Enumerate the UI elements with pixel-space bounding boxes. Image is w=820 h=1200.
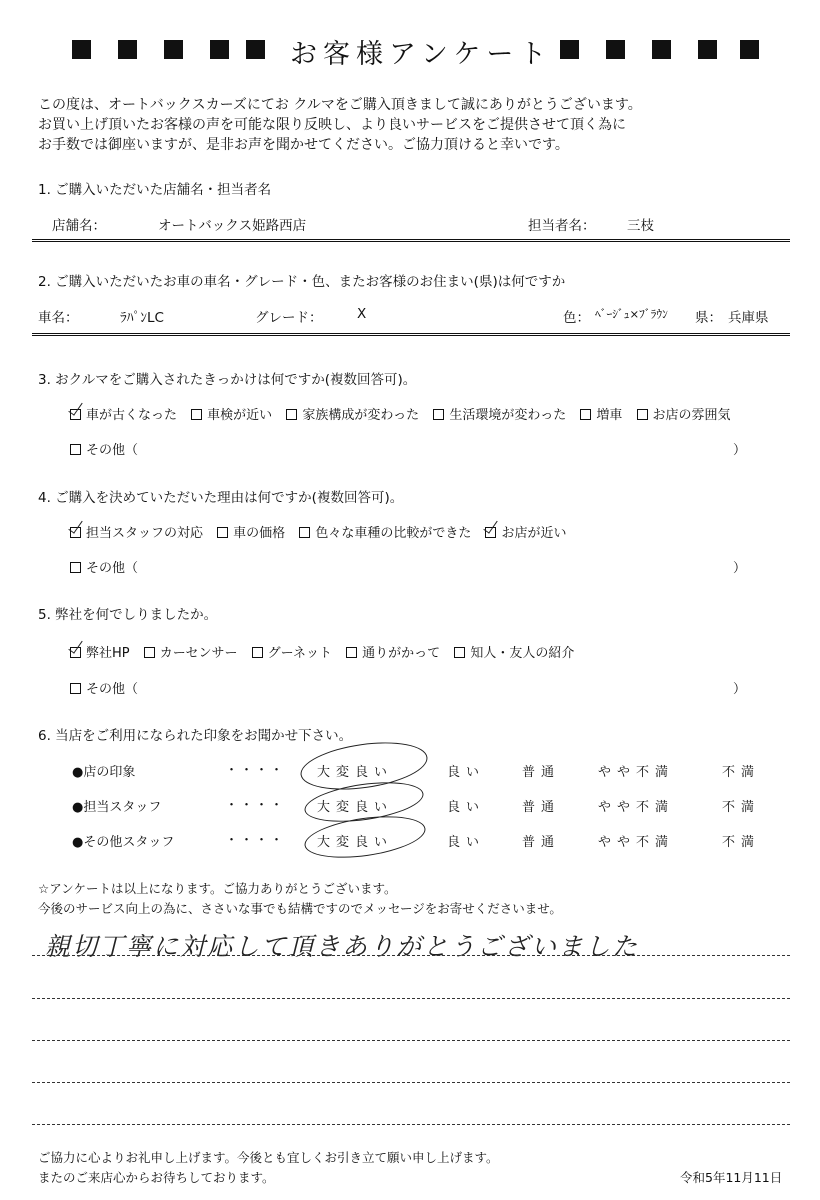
store-label: 店舗名： (52, 218, 106, 234)
checkbox[interactable] (299, 527, 310, 538)
closing-line-1: ☆アンケートは以上になります。ご協力ありがとうございます。 (38, 881, 397, 896)
message-line (32, 1040, 790, 1041)
handwritten-message[interactable]: 親切丁寧に対応して頂きありがとうございました (45, 932, 640, 961)
dot-leader: ・・・・ (225, 833, 286, 848)
checkbox[interactable] (217, 527, 228, 538)
checkbox[interactable] (454, 647, 465, 658)
message-line (32, 1124, 790, 1125)
paren-close: ） (733, 682, 747, 697)
paren-close: ） (733, 443, 747, 458)
q4-other[interactable]: その他（ (70, 557, 138, 576)
survey-date: 令和5年11月11日 (680, 1170, 783, 1185)
footer-line-2: またのご来店心からお待ちしております。 (38, 1170, 275, 1185)
q3-options (70, 404, 741, 423)
intro-line-3: お手数では御座いますが、是非お声を聞かせてください。ご協力頂けると幸いです。 (38, 137, 569, 153)
color-value: ﾍﾞｰｼﾞｭ×ﾌﾞﾗｳﾝ (595, 307, 668, 321)
rating-option[interactable]: 普通 (522, 765, 561, 780)
message-line (32, 955, 790, 956)
square-icon (698, 40, 717, 59)
square-icon (164, 40, 183, 59)
square-icon (72, 40, 91, 59)
q3-other[interactable]: その他（ (70, 439, 138, 458)
q4-option[interactable]: 色々な車種の比較ができた (299, 526, 471, 541)
store-value: オートバックス姫路西店 (158, 218, 307, 234)
checkbox[interactable] (580, 409, 591, 420)
paren-close: ） (733, 561, 747, 576)
grade-label: グレード： (255, 310, 323, 326)
q5-option[interactable]: グーネット (252, 646, 332, 661)
q4-option[interactable]: 担当スタッフの対応 (70, 526, 203, 541)
pref-label: 県： (695, 310, 722, 326)
staff-label: 担当者名： (528, 218, 596, 234)
checkbox[interactable] (286, 409, 297, 420)
q5-heading: 5. 弊社を何でしりましたか。 (38, 607, 218, 623)
closing-line-2: 今後のサービス向上の為に、ささいな事でも結構ですのでメッセージをお寄せくださいませ。 (38, 901, 562, 916)
page-title: お客様アンケート (290, 39, 553, 70)
dot-leader: ・・・・ (225, 798, 286, 813)
rating-option-selected[interactable]: 大変良い (317, 765, 394, 780)
q5-option[interactable]: 弊社HP (70, 646, 130, 661)
rating-option-selected[interactable]: 大変良い (317, 835, 394, 850)
rating-option[interactable]: やや不満 (598, 835, 675, 850)
rating-option[interactable]: 良い (447, 800, 486, 815)
checkbox[interactable] (433, 409, 444, 420)
dot-leader: ・・・・ (225, 763, 286, 778)
q3-option[interactable]: お店の雰囲気 (637, 408, 731, 423)
checkbox[interactable] (70, 444, 81, 455)
checkbox-checked[interactable] (70, 527, 81, 538)
checkbox-checked[interactable] (70, 409, 81, 420)
rating-option[interactable]: 良い (447, 765, 486, 780)
q5-options (70, 642, 584, 661)
q5-option[interactable]: カーセンサー (144, 646, 238, 661)
square-icon (118, 40, 137, 59)
message-line (32, 1082, 790, 1083)
checkbox[interactable] (346, 647, 357, 658)
rating-option[interactable]: やや不満 (598, 765, 675, 780)
checkbox[interactable] (191, 409, 202, 420)
q3-option[interactable]: 生活環境が変わった (433, 408, 566, 423)
q6-heading: 6. 当店をご利用になられた印象をお聞かせ下さい。 (38, 728, 353, 744)
square-icon (246, 40, 265, 59)
rating-option[interactable]: 良い (447, 835, 486, 850)
rating-option[interactable]: 不満 (722, 835, 761, 850)
rating-label-staff: ●担当スタッフ (72, 800, 162, 815)
q5-other[interactable]: その他（ (70, 678, 138, 697)
q4-option[interactable]: お店が近い (485, 526, 566, 541)
rating-option[interactable]: 不満 (722, 800, 761, 815)
q3-option[interactable]: 増車 (580, 408, 622, 423)
q3-option[interactable]: 車が古くなった (70, 408, 177, 423)
rating-option[interactable]: 普通 (522, 800, 561, 815)
rating-option-selected[interactable]: 大変良い (317, 800, 394, 815)
q5-option[interactable]: 通りがかって (346, 646, 440, 661)
square-icon (210, 40, 229, 59)
q1-heading: 1. ご購入いただいた店舗名・担当者名 (38, 182, 272, 198)
checkbox-checked[interactable] (70, 647, 81, 658)
pref-value: 兵庫県 (728, 310, 769, 326)
q4-options (70, 522, 576, 541)
staff-value: 三枝 (627, 218, 654, 234)
square-icon (560, 40, 579, 59)
intro-line-1: この度は、オートバックスカーズにてお クルマをご購入頂きまして誠にありがとうございます。 (38, 97, 642, 113)
title-row (0, 32, 820, 68)
square-icon (652, 40, 671, 59)
message-line (32, 998, 790, 999)
checkbox-checked[interactable] (485, 527, 496, 538)
rating-option[interactable]: やや不満 (598, 800, 675, 815)
rating-label-other-staff: ●その他スタッフ (72, 835, 175, 850)
checkbox[interactable] (70, 683, 81, 694)
divider (32, 333, 790, 336)
rating-option[interactable]: 不満 (722, 765, 761, 780)
checkbox[interactable] (144, 647, 155, 658)
q5-option[interactable]: 知人・友人の紹介 (454, 646, 574, 661)
q3-option[interactable]: 車検が近い (191, 408, 272, 423)
q4-option[interactable]: 車の価格 (217, 526, 285, 541)
q3-heading: 3. おクルマをご購入されたきっかけは何ですか(複数回答可)。 (38, 372, 417, 388)
rating-option[interactable]: 普通 (522, 835, 561, 850)
rating-label-store: ●店の印象 (72, 765, 136, 780)
checkbox[interactable] (252, 647, 263, 658)
car-label: 車名： (38, 310, 79, 326)
q2-heading: 2. ご購入いただいたお車の車名・グレード・色、またお客様のお住まい(県)は何ですか (38, 274, 566, 290)
square-icon (740, 40, 759, 59)
footer-line-1: ご協力に心よりお礼申し上げます。今後とも宜しくお引き立て願い申し上げます。 (38, 1150, 499, 1165)
checkbox[interactable] (70, 562, 81, 573)
square-icon (606, 40, 625, 59)
q3-option[interactable]: 家族構成が変わった (286, 408, 419, 423)
car-value: ﾗﾊﾟﾝLC (120, 310, 164, 326)
color-label: 色： (563, 310, 590, 326)
q4-heading: 4. ご購入を決めていただいた理由は何ですか(複数回答可)。 (38, 490, 404, 506)
intro-line-2: お買い上げ頂いたお客様の声を可能な限り反映し、より良いサービスをご提供させて頂く為に (38, 117, 626, 133)
checkbox[interactable] (637, 409, 648, 420)
grade-value: X (357, 306, 367, 322)
divider (32, 239, 790, 242)
